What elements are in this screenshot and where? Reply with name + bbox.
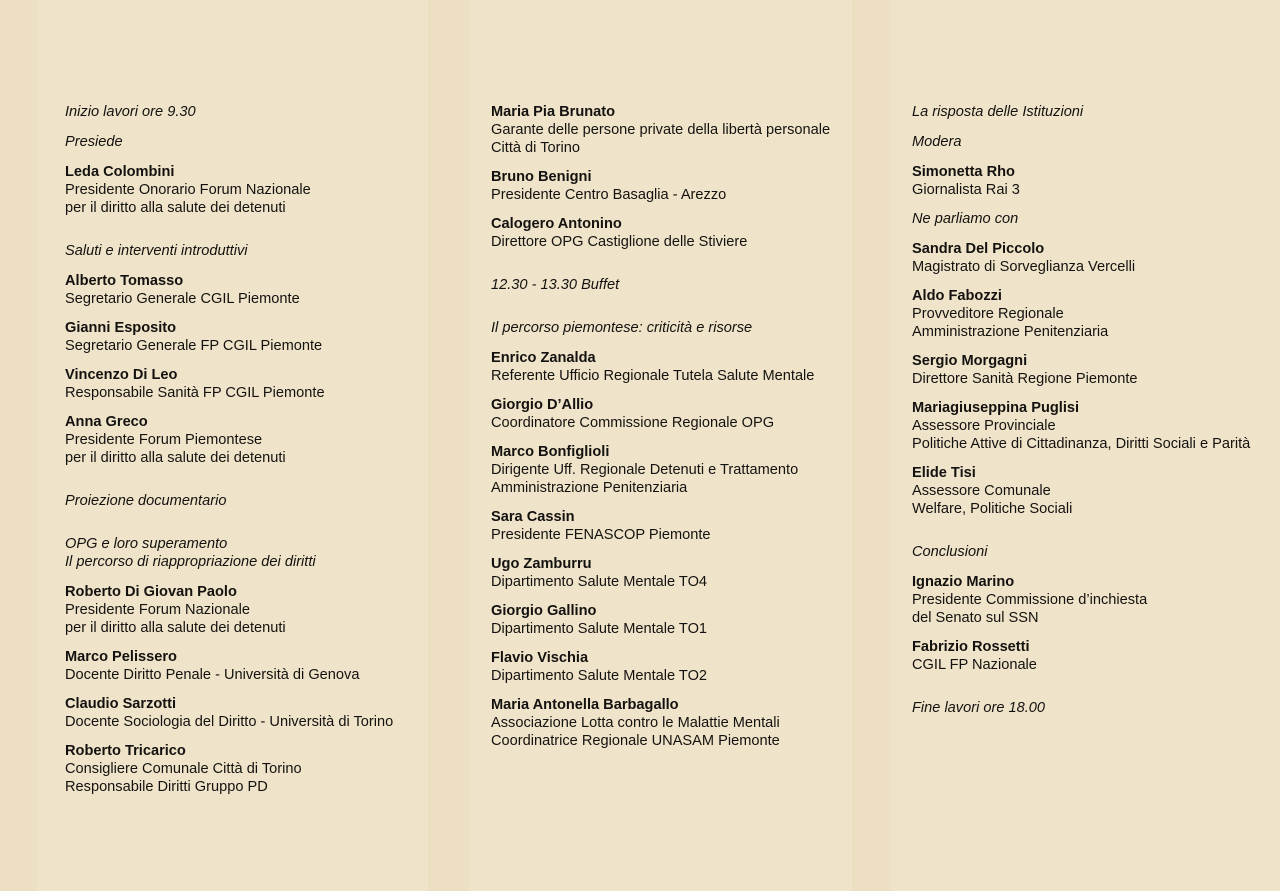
speaker-entry: [65, 319, 393, 355]
program-column-1: [65, 103, 393, 807]
speaker-role: Direttore Sanità Regione Piemonte: [912, 371, 1138, 387]
speaker-role: Assessore Comunale: [912, 483, 1051, 499]
speaker-entry: [491, 555, 830, 591]
speaker-entry: [912, 399, 1250, 453]
speaker-role: Docente Sociologia del Diritto - Università di Torino: [65, 714, 394, 730]
speaker-role: CGIL FP Nazionale: [912, 657, 1037, 673]
speaker-role: Presidente Centro Basaglia - Arezzo: [491, 187, 727, 203]
speaker-role: Welfare, Politiche Sociali: [912, 501, 1073, 517]
speaker-role: Coordinatrice Regionale UNASAM Piemonte: [491, 733, 780, 749]
brochure-panel-center: [470, 0, 852, 891]
speaker-name: Sandra Del Piccolo: [912, 241, 1045, 257]
speaker-name: Flavio Vischia: [491, 650, 589, 666]
speaker-role: del Senato sul SSN: [912, 610, 1039, 626]
speaker-name: Maria Antonella Barbagallo: [491, 697, 679, 713]
speaker-role: Presidente FENASCOP Piemonte: [491, 527, 711, 543]
speaker-role: Segretario Generale FP CGIL Piemonte: [65, 338, 323, 354]
speaker-name: Ignazio Marino: [912, 574, 1015, 590]
speaker-role: Coordinatore Commissione Regionale OPG: [491, 415, 775, 431]
speaker-role: per il diritto alla salute dei detenuti: [65, 620, 286, 636]
speaker-name: Simonetta Rho: [912, 164, 1015, 180]
speaker-role: Garante delle persone private della libertà personale: [491, 122, 831, 138]
section-heading: [65, 103, 393, 121]
section-heading-line: Fine lavori ore 18.00: [912, 700, 1046, 716]
speaker-name: Maria Pia Brunato: [491, 104, 616, 120]
speaker-role: Segretario Generale CGIL Piemonte: [65, 291, 300, 307]
speaker-role: Presidente Forum Nazionale: [65, 602, 250, 618]
section-heading-line: La risposta delle Istituzioni: [912, 104, 1084, 120]
speaker-name: Fabrizio Rossetti: [912, 639, 1030, 655]
section-heading: [912, 543, 1250, 561]
speaker-name: Claudio Sarzotti: [65, 696, 177, 712]
speaker-name: Vincenzo Di Leo: [65, 367, 178, 383]
section-heading: [65, 492, 393, 510]
speaker-entry: [912, 352, 1250, 388]
speaker-role: Direttore OPG Castiglione delle Stiviere: [491, 234, 748, 250]
speaker-entry: [65, 583, 393, 637]
section-heading-line: Ne parliamo con: [912, 211, 1019, 227]
speaker-entry: [491, 508, 830, 544]
speaker-role: Dipartimento Salute Mentale TO4: [491, 574, 708, 590]
speaker-role: Presidente Forum Piemontese: [65, 432, 263, 448]
speaker-name: Leda Colombini: [65, 164, 175, 180]
section-heading-line: Proiezione documentario: [65, 493, 227, 509]
speaker-entry: [65, 413, 393, 467]
speaker-entry: [65, 163, 393, 217]
section-heading-line: Presiede: [65, 134, 123, 150]
speaker-role: Associazione Lotta contro le Malattie Mentali: [491, 715, 780, 731]
speaker-entry: [912, 240, 1250, 276]
speaker-role: Dirigente Uff. Regionale Detenuti e Trattamento: [491, 462, 799, 478]
section-heading-line: Il percorso di riappropriazione dei diritti: [65, 554, 316, 570]
speaker-role: Amministrazione Penitenziaria: [491, 480, 688, 496]
speaker-entry: [491, 696, 830, 750]
speaker-entry: [912, 638, 1250, 674]
speaker-name: Marco Bonfiglioli: [491, 444, 610, 460]
speaker-name: Alberto Tomasso: [65, 273, 184, 289]
speaker-entry: [912, 163, 1250, 199]
speaker-role: Magistrato di Sorveglianza Vercelli: [912, 259, 1136, 275]
speaker-name: Sergio Morgagni: [912, 353, 1028, 369]
speaker-entry: [65, 695, 393, 731]
speaker-role: Presidente Onorario Forum Nazionale: [65, 182, 311, 198]
speaker-role: Presidente Commissione d’inchiesta: [912, 592, 1148, 608]
speaker-entry: [491, 396, 830, 432]
speaker-name: Bruno Benigni: [491, 169, 592, 185]
speaker-name: Calogero Antonino: [491, 216, 622, 232]
speaker-role: Giornalista Rai 3: [912, 182, 1020, 198]
section-heading: [912, 103, 1250, 121]
speaker-entry: [912, 464, 1250, 518]
speaker-role: Responsabile Sanità FP CGIL Piemonte: [65, 385, 325, 401]
speaker-name: Sara Cassin: [491, 509, 575, 525]
section-heading-line: Modera: [912, 134, 962, 150]
section-heading: [65, 535, 393, 571]
speaker-name: Roberto Di Giovan Paolo: [65, 584, 237, 600]
speaker-role: per il diritto alla salute dei detenuti: [65, 200, 286, 216]
speaker-role: Consigliere Comunale Città di Torino: [65, 761, 302, 777]
program-column-3: [912, 103, 1250, 729]
section-heading-line: Conclusioni: [912, 544, 988, 560]
speaker-entry: [65, 648, 393, 684]
speaker-name: Aldo Fabozzi: [912, 288, 1002, 304]
speaker-role: Amministrazione Penitenziaria: [912, 324, 1109, 340]
speaker-name: Roberto Tricarico: [65, 743, 186, 759]
section-heading: [912, 210, 1250, 228]
program-column-2: [491, 103, 830, 761]
speaker-entry: [491, 649, 830, 685]
speaker-entry: [65, 742, 393, 796]
brochure-panel-left: [38, 0, 428, 891]
section-heading: [912, 699, 1250, 717]
speaker-name: Giorgio Gallino: [491, 603, 597, 619]
speaker-role: Politiche Attive di Cittadinanza, Diritti Sociali e Parità: [912, 436, 1251, 452]
speaker-entry: [491, 103, 830, 157]
speaker-role: Dipartimento Salute Mentale TO1: [491, 621, 708, 637]
speaker-entry: [491, 215, 830, 251]
speaker-name: Giorgio D’Allio: [491, 397, 594, 413]
speaker-name: Enrico Zanalda: [491, 350, 596, 366]
speaker-name: Gianni Esposito: [65, 320, 177, 336]
section-heading: [491, 319, 830, 337]
section-heading-line: Saluti e interventi introduttivi: [65, 243, 248, 259]
section-heading-line: Il percorso piemontese: criticità e risorse: [491, 320, 753, 336]
section-heading: [65, 133, 393, 151]
section-heading: [491, 276, 830, 294]
section-heading: [912, 133, 1250, 151]
speaker-name: Anna Greco: [65, 414, 148, 430]
speaker-name: Ugo Zamburru: [491, 556, 592, 572]
section-heading-line: 12.30 - 13.30 Buffet: [491, 277, 620, 293]
speaker-role: Provveditore Regionale: [912, 306, 1064, 322]
section-heading-line: OPG e loro superamento: [65, 536, 228, 552]
speaker-entry: [912, 287, 1250, 341]
section-heading-line: Inizio lavori ore 9.30: [65, 104, 196, 120]
speaker-entry: [491, 349, 830, 385]
speaker-entry: [65, 272, 393, 308]
speaker-role: per il diritto alla salute dei detenuti: [65, 450, 286, 466]
speaker-entry: [491, 168, 830, 204]
section-heading: [65, 242, 393, 260]
speaker-entry: [491, 602, 830, 638]
speaker-role: Referente Ufficio Regionale Tutela Salute Mentale: [491, 368, 815, 384]
speaker-role: Responsabile Diritti Gruppo PD: [65, 779, 268, 795]
speaker-name: Mariagiuseppina Puglisi: [912, 400, 1080, 416]
speaker-role: Assessore Provinciale: [912, 418, 1056, 434]
speaker-entry: [491, 443, 830, 497]
brochure-panel-right: [890, 0, 1280, 891]
speaker-role: Docente Diritto Penale - Università di Genova: [65, 667, 360, 683]
speaker-entry: [912, 573, 1250, 627]
speaker-name: Elide Tisi: [912, 465, 976, 481]
speaker-role: Città di Torino: [491, 140, 580, 156]
speaker-role: Dipartimento Salute Mentale TO2: [491, 668, 708, 684]
speaker-entry: [65, 366, 393, 402]
speaker-name: Marco Pelissero: [65, 649, 177, 665]
